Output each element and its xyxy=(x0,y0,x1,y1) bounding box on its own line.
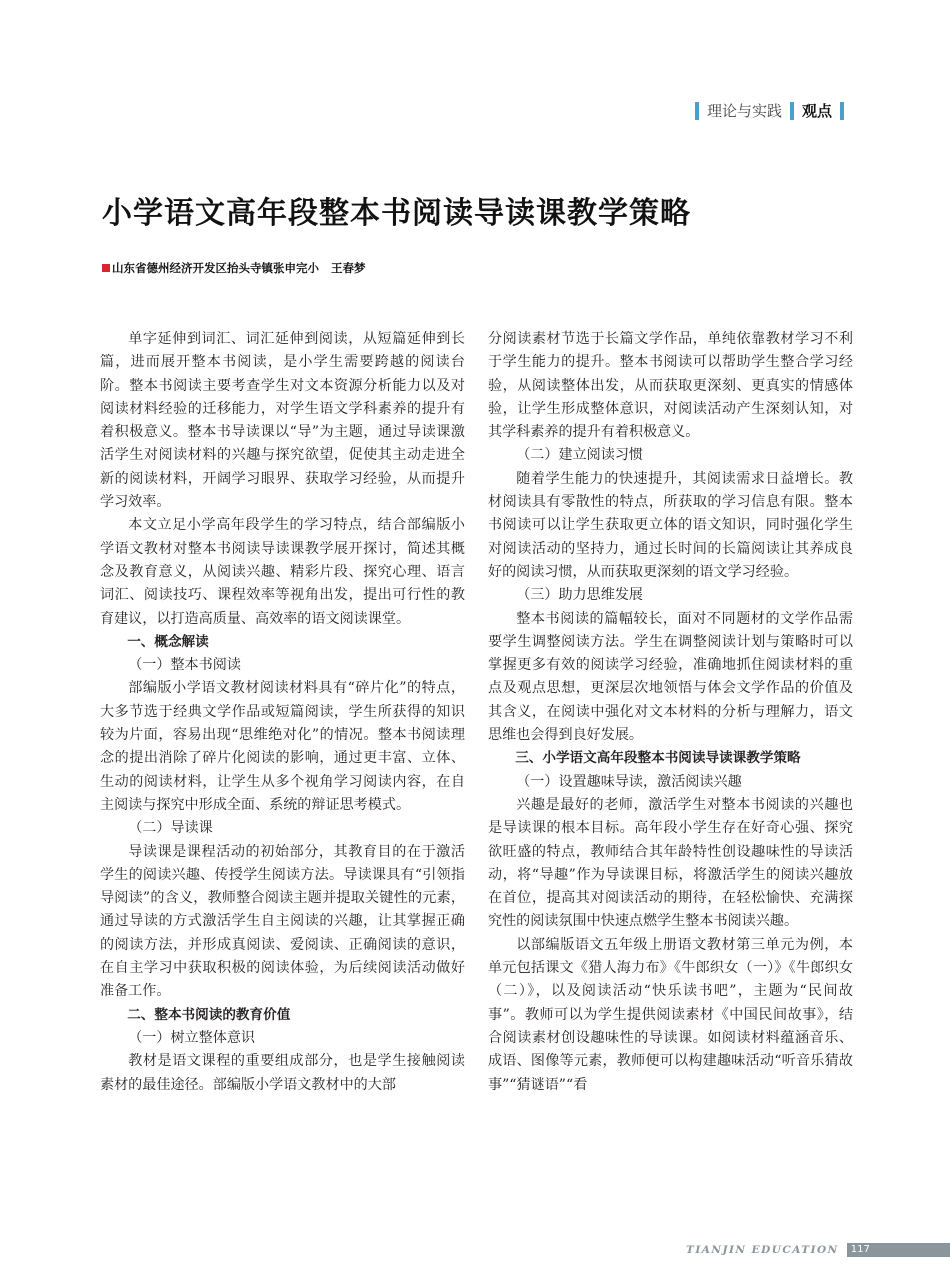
column-label: 观点 xyxy=(801,102,832,120)
column-header xyxy=(687,100,852,121)
paragraph: 以部编版语文五年级上册语文教材第三单元为例，本单元包括课文《猎人海力布》《牛郎织女（一）》《牛郎织女（二）》，以及阅读活动“快乐读书吧”，主题为“民间故事”。教师可以为学生提供阅读素材《中国民间故事》，结合阅读素材创设趣味性的导读课。如阅读材料蕴涵音乐、成语、图像等元素，教师便可以构建趣味活动“听音乐猜故事”“猜谜语”“看 xyxy=(488,936,853,1093)
section-label: 理论与实践 xyxy=(706,102,782,120)
author-name: 王春梦 xyxy=(331,261,366,275)
subsection-heading: （三）助力思维发展 xyxy=(516,587,644,604)
page-footer xyxy=(686,1243,950,1257)
accent-bar xyxy=(840,102,844,120)
paragraph: 兴趣是最好的老师，激活学生对整本书阅读的兴趣也是导读课的根本目标。高年段小学生存在好奇心强、探究欲旺盛的特点，教师结合其年龄特性创设趣味性的导读活动，将“导趣”作为导读课目标，将激活学生的阅读兴趣放在首位，提高其对阅读活动的期待，在轻松愉快、充满探究性的阅读氛围中快速点燃学生整本书阅读兴趣。 xyxy=(488,796,853,930)
article-title: 小学语文高年段整本书阅读导读课教学策略 xyxy=(102,196,691,231)
paragraph: 单字延伸到词汇、词汇延伸到阅读，从短篇延伸到长篇，进而展开整本书阅读，是小学生需要跨越的阅读台阶。整本书阅读主要考查学生对文本资源分析能力以及对阅读材料经验的迁移能力，对学生语文学科素养的提升有着积极意义。整本书导读课以“导”为主题，通过导读课激活学生对阅读材料的兴趣与探究欲望，促使其主动走进全新的阅读材料，开阔学习眼界、获取学习经验，从而提升学习效率。 xyxy=(100,331,465,511)
subsection-heading: （二）导读课 xyxy=(128,820,213,837)
journal-brand: TIANJIN EDUCATION xyxy=(686,1244,839,1256)
author-line xyxy=(102,260,366,276)
section-heading: 三、小学语文高年段整本书阅读导读课教学策略 xyxy=(515,750,801,767)
paragraph: 部编版小学语文教材阅读材料具有“碎片化”的特点，大多节选于经典文学作品或短篇阅读，学生所获得的知识较为片面，容易出现“思维绝对化”的情况。整本书阅读理念的提出消除了碎片化阅读的影响，通过更丰富、立体、生动的阅读材料，让学生从多个视角学习阅读内容，在自主阅读与探究中形成全面、系统的辩证思考模式。 xyxy=(100,680,465,813)
subsection-heading: （一）设置趣味导读，激活阅读兴趣 xyxy=(516,773,742,790)
accent-bar xyxy=(790,102,794,120)
author-affiliation: 山东省德州经济开发区抬头寺镇张申完小 xyxy=(112,261,319,275)
paragraph: 整本书阅读的篇幅较长，面对不同题材的文学作品需要学生调整阅读方法。学生在调整阅读计划与策略时可以掌握更多有效的阅读学习经验，准确地抓住阅读材料的重点及观点思想，更深层次地领悟与体会文学作品的价值及其含义，在阅读中强化对文本材料的分析与理解力，语文思维也会得到良好发展。 xyxy=(488,610,853,744)
section-heading: 一、概念解读 xyxy=(127,633,209,650)
subsection-heading: （一）整本书阅读 xyxy=(128,657,241,674)
right-column xyxy=(488,328,853,1097)
paragraph: 本文立足小学高年段学生的学习特点，结合部编版小学语文教材对整本书阅读导读课教学展开探讨，简述其概念及教育意义，从阅读兴趣、精彩片段、探究心理、语言词汇、阅读技巧、课程效率等视角出发，提出可行性的教育建议，以打造高质量、高效率的语文阅读课堂。 xyxy=(100,517,465,627)
subsection-heading: （一）树立整体意识 xyxy=(128,1029,256,1046)
page-number: 117 xyxy=(847,1243,950,1257)
section-heading: 二、整本书阅读的教育价值 xyxy=(127,1006,291,1023)
subsection-heading: （二）建立阅读习惯 xyxy=(516,447,644,464)
paragraph: 随着学生能力的快速提升，其阅读需求日益增长。教材阅读具有零散性的特点，所获取的学习信息有限。整本书阅读可以让学生获取更立体的语文知识，同时强化学生对阅读活动的坚持力，通过长时间的长篇阅读让其养成良好的阅读习惯，从而获取更深刻的语文学习经验。 xyxy=(488,470,853,580)
accent-bar xyxy=(695,102,699,120)
paragraph-continued: 分阅读素材节选于长篇文学作品，单纯依靠教材学习不利于学生能力的提升。整本书阅读可以帮助学生整合学习经验，从阅读整体出发，从而获取更深刻、更真实的情感体验，让学生形成整体意识，对阅读活动产生深刻认知，对其学科素养的提升有着积极意义。 xyxy=(488,331,853,441)
red-square-marker xyxy=(102,264,110,272)
paragraph: 导读课是课程活动的初始部分，其教育目的在于激活学生的阅读兴趣、传授学生阅读方法。导读课具有“引领指导阅读”的含义，教师整合阅读主题并提取关键性的元素，通过导读的方式激活学生自主阅读的兴趣，让其掌握正确的阅读方法，并形成真阅读、爱阅读、正确阅读的意识，在自主学习中获取积极的阅读体验，为后续阅读活动做好准备工作。 xyxy=(100,843,465,1000)
paragraph: 教材是语文课程的重要组成部分，也是学生接触阅读素材的最佳途径。部编版小学语文教材中的大部 xyxy=(100,1053,465,1093)
left-column xyxy=(100,328,465,1097)
